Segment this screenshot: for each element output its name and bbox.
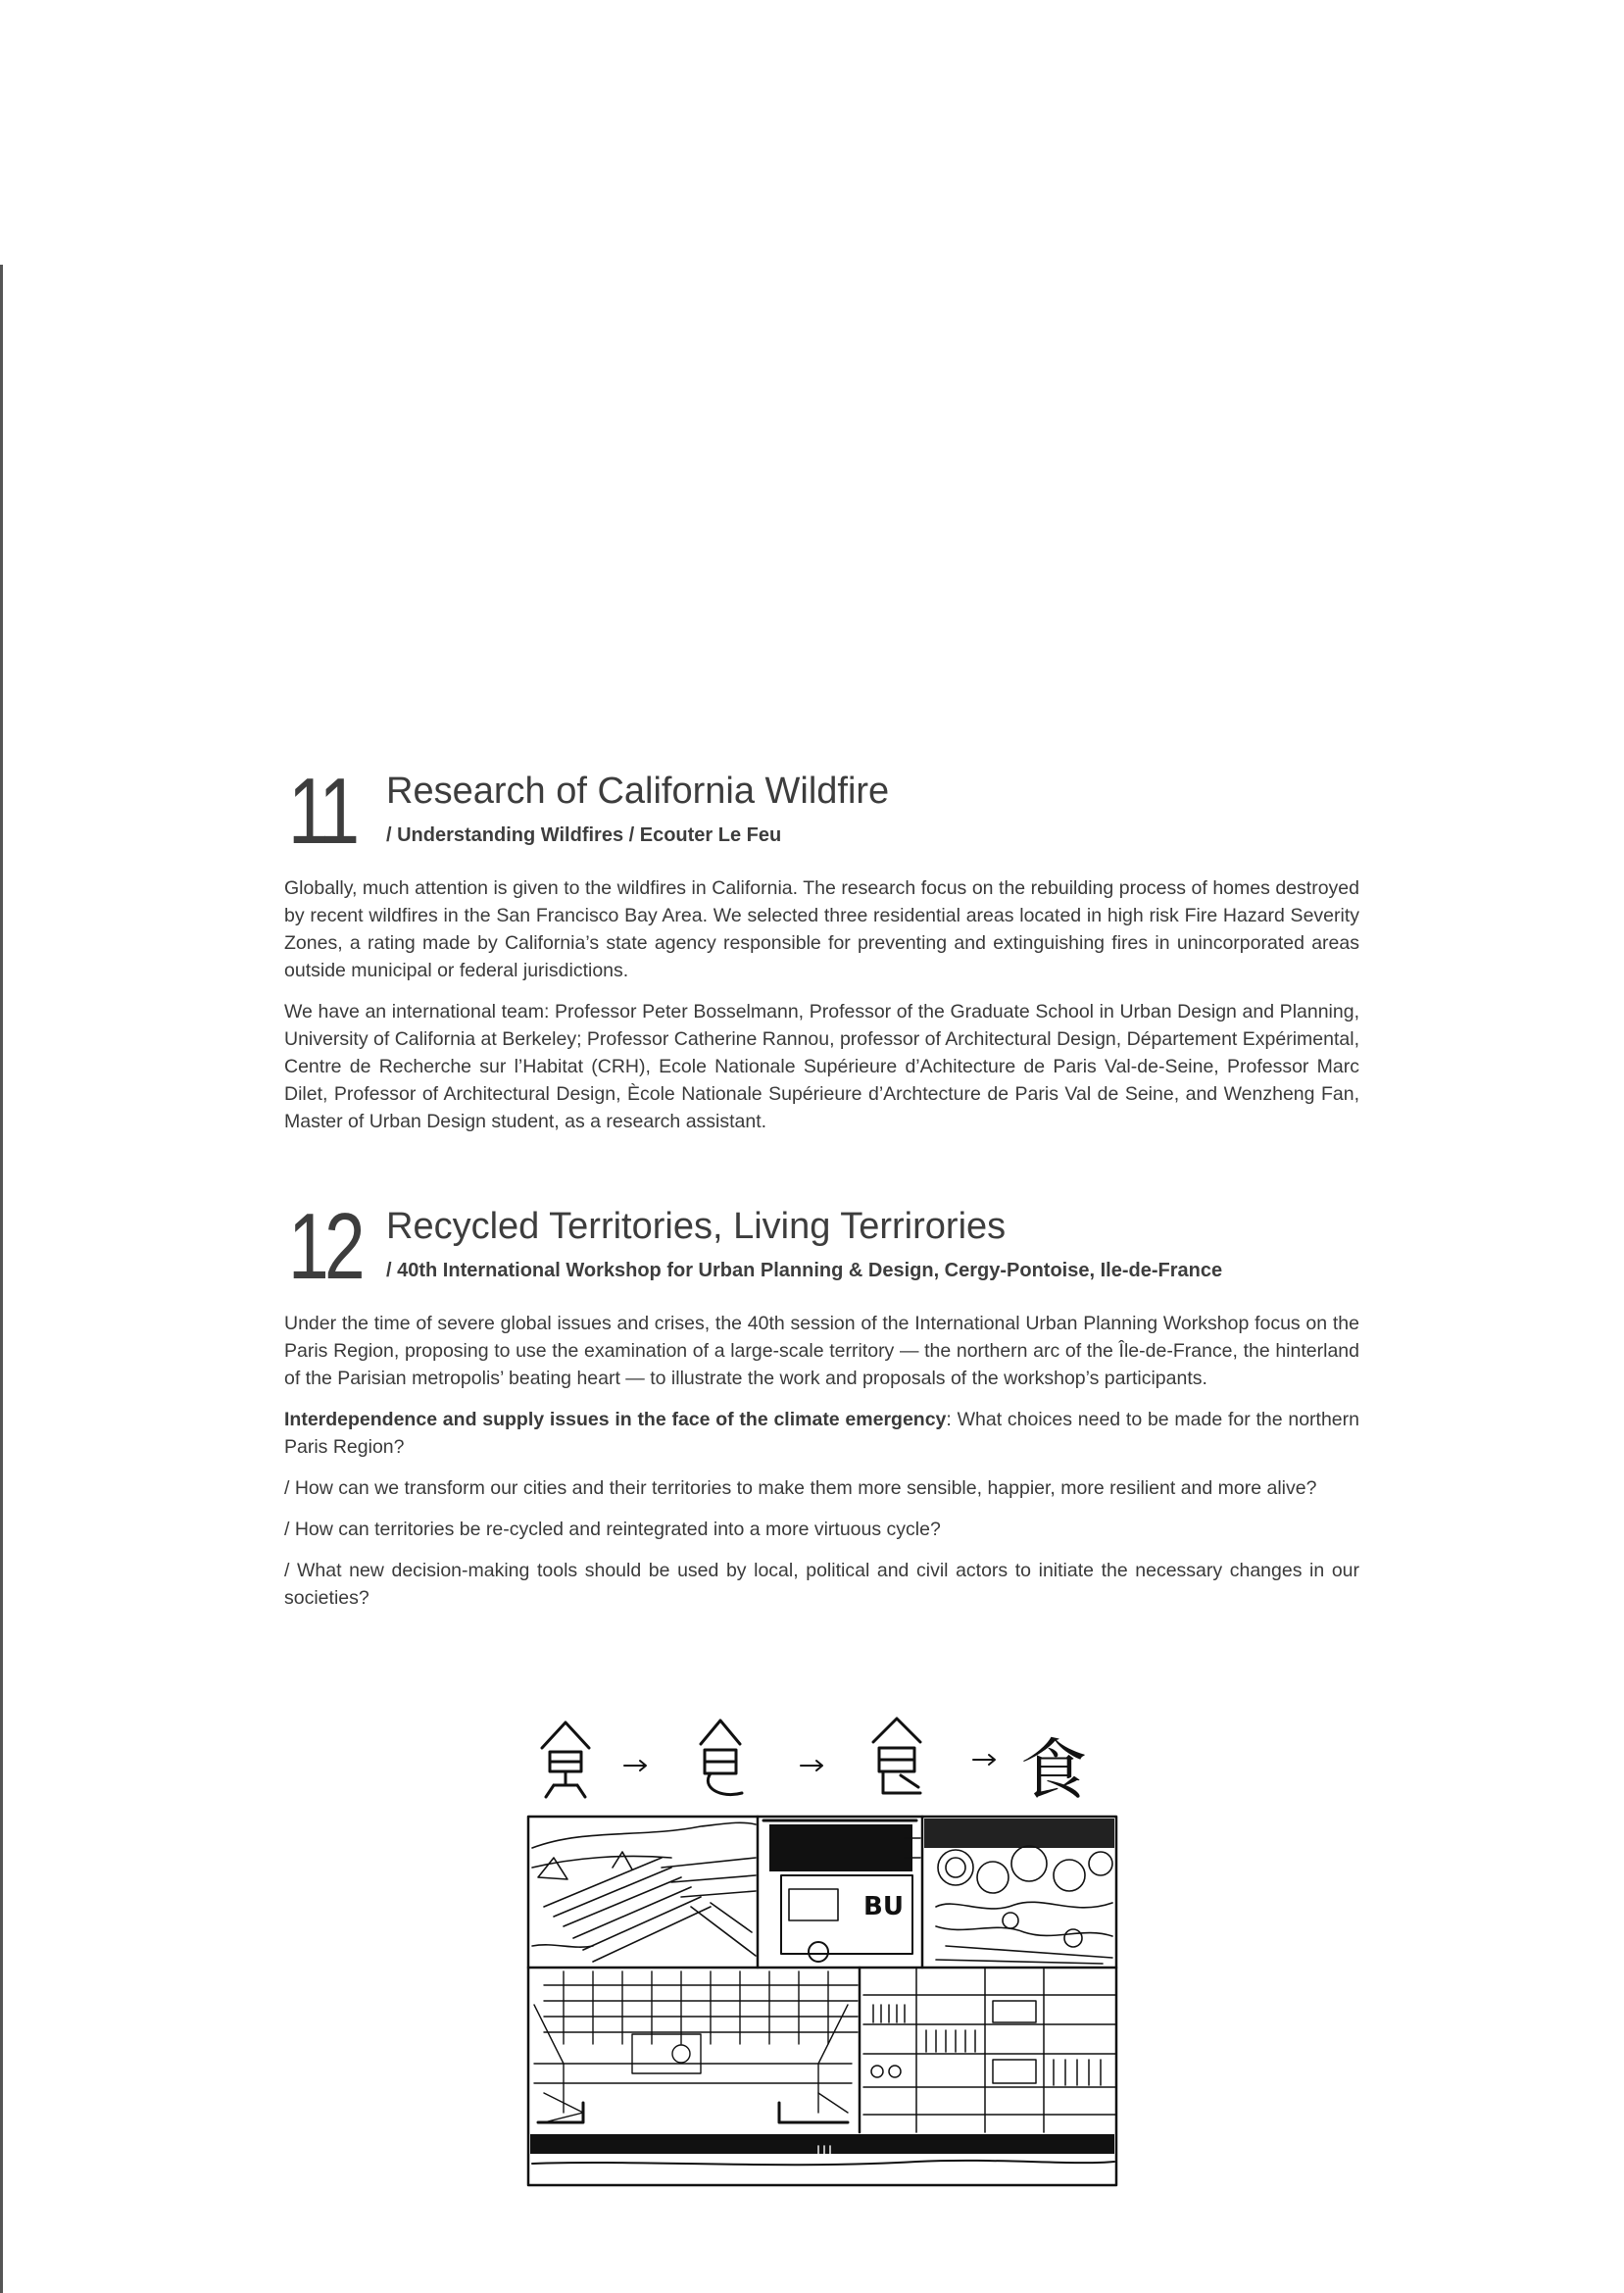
emphasis-rest-text: : What choices need to be made for the northern Paris Region? xyxy=(284,1409,1359,1458)
emphasis-paragraph xyxy=(284,1406,1359,1461)
section-12 xyxy=(284,1194,1359,1625)
question-paragraph: / How can territories be re-cycled and reintegrated into a more virtuous cycle? xyxy=(284,1519,941,1540)
section-subtitle: / Understanding Wildfires / Ecouter Le Feu xyxy=(386,824,782,846)
section-number: 12 xyxy=(288,1194,361,1299)
landscape-panel xyxy=(532,1822,756,1962)
left-edge-bar xyxy=(0,265,3,2293)
bus-panel xyxy=(763,1820,920,1962)
body-paragraph: Globally, much attention is given to the wildfires in California. The research focus on the rebuilding process of homes destroyed by recent wildfires in the San Francisco Bay Area. We selected three residential areas located in high risk Fire Hazard Severity Zones, a rating made by California’s state agency responsible for preventing and extinguishing fires in unincorporated areas outside municipal or federal jurisdictions. xyxy=(284,877,1359,981)
market-hall-panel xyxy=(534,1971,858,2122)
oracle-glyph-1 xyxy=(542,1722,589,1797)
ground-strip xyxy=(530,2134,1114,2165)
arrows xyxy=(624,1755,995,1770)
sketch-drawing xyxy=(524,1711,1122,2201)
body-paragraph: We have an international team: Professor Peter Bosselmann, Professor of the Graduate School in Urban Design and Planning, University of California at Berkeley; Professor Catherine Rannou, professor of Architectural Design, Département Expérimental, Centre de Recherche sur l’Habitat (CRH), Ecole Nationale Supérieure d’Achitecture de Paris Val-de-Seine, Professor Marc Dilet, Professor of Architectural Design, Ècole Nationale Supérieure d’Archtecture de Paris Val de Seine, and Wenzheng Fan, Master of Urban Design student, as a research assistant. xyxy=(284,1001,1359,1132)
question-paragraph: / What new decision-making tools should be used by local, political and civil actors to initiate the necessary changes in our societies? xyxy=(284,1560,1359,1609)
grocery-shelves-panel xyxy=(863,1968,1116,2132)
bronze-glyph-2 xyxy=(701,1720,742,1795)
seal-glyph-3 xyxy=(873,1719,920,1793)
section-number: 11 xyxy=(288,759,356,864)
section-11 xyxy=(284,759,1359,1149)
sketch-illustration xyxy=(524,1711,1122,2201)
section-12-header xyxy=(284,1194,1359,1300)
character-evolution-row xyxy=(542,1719,995,1797)
section-title: Research of California Wildfire xyxy=(386,771,890,812)
section-subtitle: / 40th International Workshop for Urban Planning & Design, Cergy-Pontoise, Ile-de-France xyxy=(386,1260,1223,1281)
question-paragraph: / How can we transform our cities and their territories to make them more sensible, happier, more resilient and more alive? xyxy=(284,1477,1317,1499)
section-11-header xyxy=(284,759,1359,865)
produce-panel xyxy=(924,1819,1114,1964)
bus-sign-text: BU xyxy=(863,1892,904,1921)
emphasis-bold-text: Interdependence and supply issues in the face of the climate emergency xyxy=(284,1409,947,1430)
section-title: Recycled Territories, Living Terrirories xyxy=(386,1206,1007,1247)
body-paragraph: Under the time of severe global issues and crises, the 40th session of the International Urban Planning Workshop focus on the Paris Region, proposing to use the examination of a large-scale territory — the northern arc of the Île-de-France, the hinterland of the Parisian metropolis’ beating heart — to illustrate the work and proposals of the workshop’s participants. xyxy=(284,1313,1359,1389)
sketch-panels xyxy=(528,1817,1116,2185)
modern-character: 食 xyxy=(1020,1732,1088,1810)
